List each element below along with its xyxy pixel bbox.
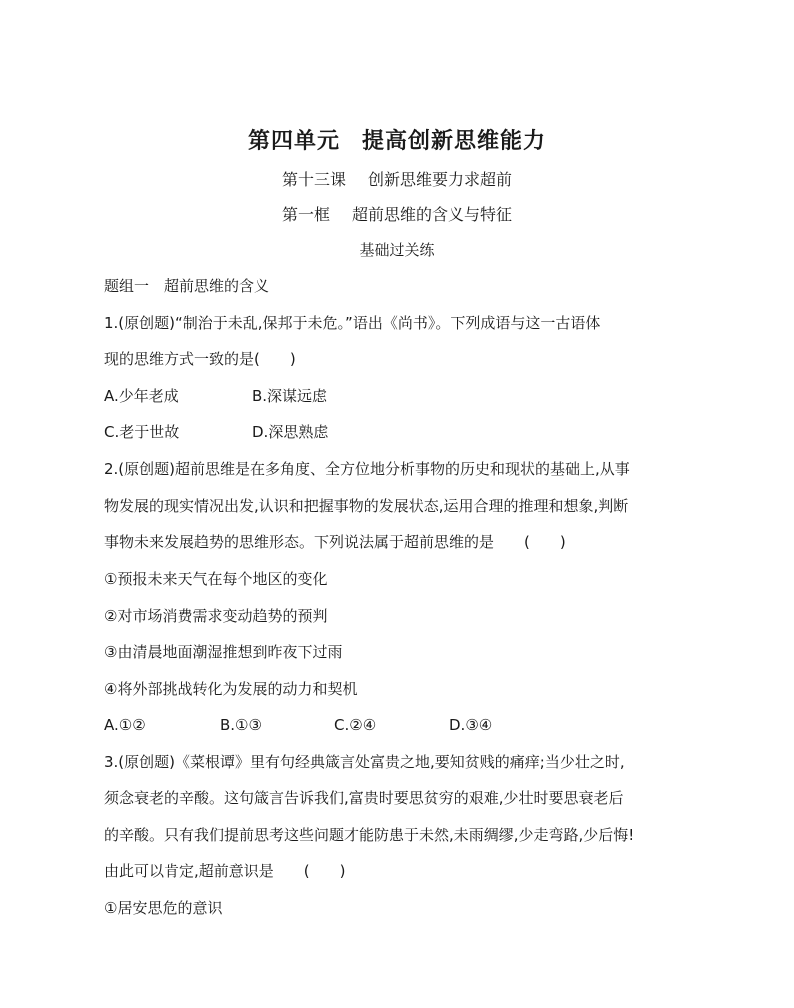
q1-option-a[interactable]: A.少年老成 — [104, 387, 179, 405]
q1-stem-line1: 1.(原创题)“制治于未乱,保邦于未危。”语出《尚书》。下列成语与这一古语体 — [104, 314, 601, 332]
q2-item-2: ②对市场消费需求变动趋势的预判 — [104, 607, 328, 625]
q2-stem-line3: 事物未来发展趋势的思维形态。下列说法属于超前思维的是 ( ) — [104, 533, 566, 551]
q1-option-d[interactable]: D.深思熟虑 — [252, 423, 329, 441]
q3-stem-line3: 的辛酸。只有我们提前思考这些问题才能防患于未然,未雨绸缪,少走弯路,少后悔! — [104, 826, 635, 844]
q2-option-a[interactable]: A.①② — [104, 716, 146, 734]
lesson-title — [0, 167, 794, 190]
q1-option-c[interactable]: C.老于世故 — [104, 423, 180, 441]
frame-title — [0, 202, 794, 225]
lesson-title-text: 创新思维要力求超前 — [368, 170, 513, 189]
frame-title-number: 第一框 — [281, 205, 330, 224]
q2-stem-line2: 物发展的现实情况出发,认识和把握事物的发展状态,运用合理的推理和想象,判断 — [104, 497, 629, 515]
q2-item-3: ③由清晨地面潮湿推想到昨夜下过雨 — [104, 643, 343, 661]
q2-stem-line1: 2.(原创题)超前思维是在多角度、全方位地分析事物的历史和现状的基础上,从事 — [104, 460, 630, 478]
q2-item-1: ①预报未来天气在每个地区的变化 — [104, 570, 328, 588]
unit-title-number: 第四单元 — [247, 129, 340, 154]
q3-stem-line1: 3.(原创题)《菜根谭》里有句经典箴言处富贵之地,要知贫贱的痛痒;当少壮之时, — [104, 753, 625, 771]
lesson-title-number: 第十三课 — [281, 170, 346, 189]
q3-item-1: ①居安思危的意识 — [104, 899, 223, 917]
q3-stem-line2: 须念衰老的辛酸。这句箴言告诉我们,富贵时要思贫穷的艰难,少壮时要思衰老后 — [104, 789, 624, 807]
group-heading: 题组一 超前思维的含义 — [104, 277, 270, 295]
frame-title-text: 超前思维的含义与特征 — [352, 205, 513, 224]
q2-option-b[interactable]: B.①③ — [220, 716, 262, 734]
q1-option-b[interactable]: B.深谋远虑 — [252, 387, 328, 405]
unit-title-text: 提高创新思维能力 — [362, 129, 547, 154]
q2-option-d[interactable]: D.③④ — [449, 716, 493, 734]
q2-item-4: ④将外部挑战转化为发展的动力和契机 — [104, 680, 358, 698]
q3-stem-line4: 由此可以肯定,超前意识是 ( ) — [104, 862, 346, 880]
q1-stem-line2: 现的思维方式一致的是( ) — [104, 350, 296, 368]
q2-option-c[interactable]: C.②④ — [334, 716, 377, 734]
section-title: 基础过关练 — [359, 241, 435, 259]
unit-title — [0, 124, 794, 155]
